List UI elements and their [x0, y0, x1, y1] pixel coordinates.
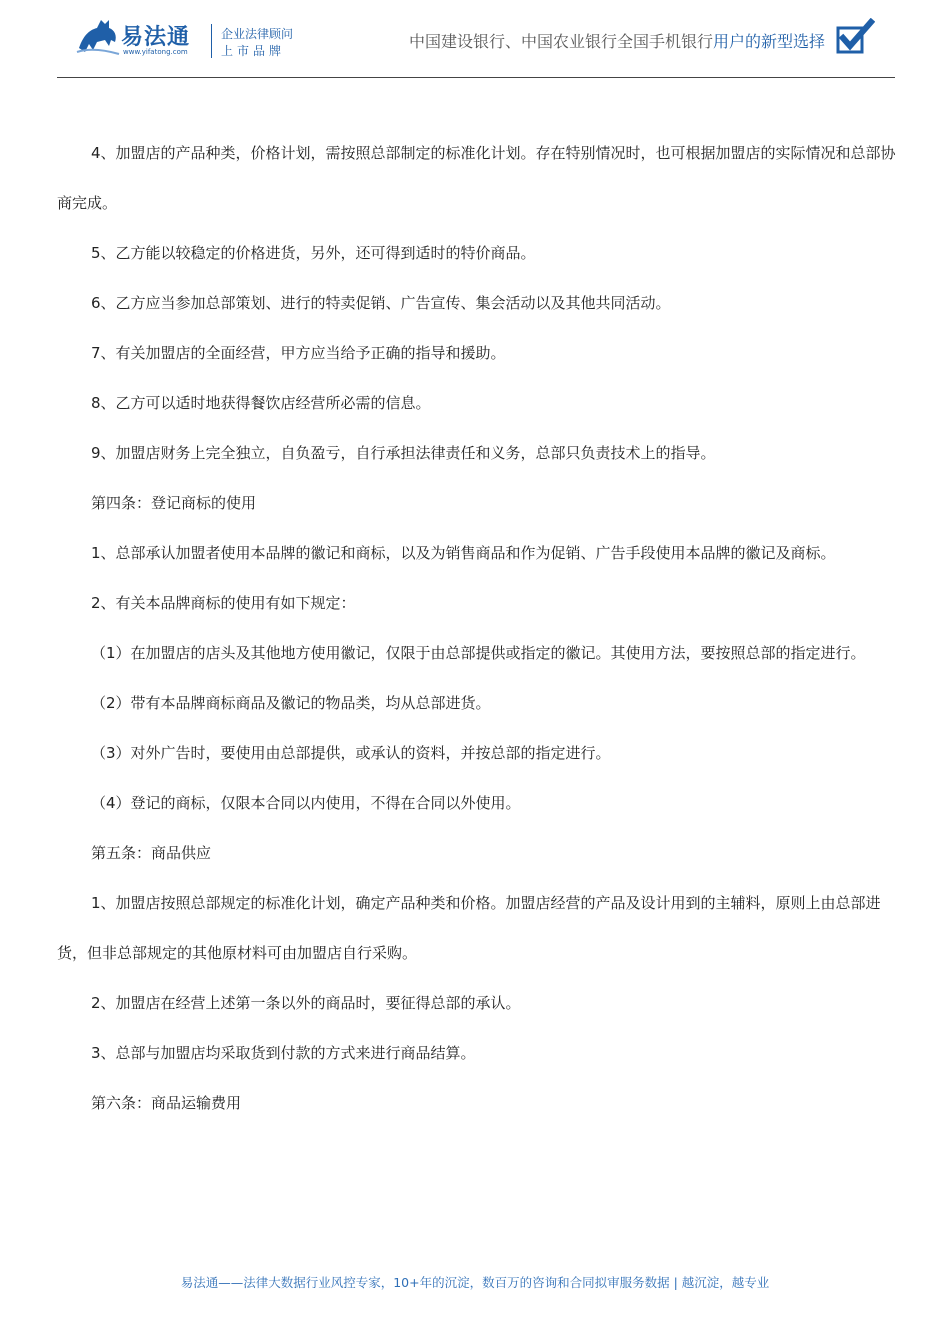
section-heading: 第四条：登记商标的使用	[91, 494, 257, 512]
logo-tagline-top: 企业法律顾问	[221, 27, 294, 41]
paragraph: 9、加盟店财务上完全独立，自负盈亏，自行承担法律责任和义务，总部只负责技术上的指导。	[91, 444, 716, 462]
paragraph: （4）登记的商标，仅限本合同以内使用，不得在合同以外使用。	[91, 794, 521, 812]
paragraph: （1）在加盟店的店头及其他地方使用徽记，仅限于由总部提供或指定的徽记。其使用方法，要按照总部的指定进行。	[91, 644, 866, 662]
paragraph: （3）对外广告时，要使用由总部提供，或承认的资料，并按总部的指定进行。	[91, 744, 611, 762]
paragraph: 4、加盟店的产品种类，价格计划，需按照总部制定的标准化计划。存在特别情况时，也可根据加盟店的实际情况和总部协商完成。	[57, 144, 896, 212]
paragraph: 7、有关加盟店的全面经营，甲方应当给予正确的指导和援助。	[91, 344, 506, 362]
page-header	[57, 0, 895, 78]
slogan-highlight: 用户的新型选择	[712, 32, 825, 51]
checkmark-box-icon	[835, 18, 875, 56]
logo-tagline-bottom: 上市品牌	[221, 44, 286, 58]
paragraph: 6、乙方应当参加总部策划、进行的特卖促销、广告宣传、集会活动以及其他共同活动。	[91, 294, 671, 312]
paragraph: 2、加盟店在经营上述第一条以外的商品时，要征得总部的承认。	[91, 994, 521, 1012]
section-heading: 第六条：商品运输费用	[91, 1094, 242, 1112]
paragraph: 2、有关本品牌商标的使用有如下规定：	[91, 594, 356, 612]
paragraph: （2）带有本品牌商标商品及徽记的物品类，均从总部进货。	[91, 694, 491, 712]
page-footer: 易法通——法律大数据行业风控专家，10+年的沉淀，数百万的咨询和合同拟审服务数据 | 越沉淀，越专业	[180, 1275, 770, 1290]
paragraph: 3、总部与加盟店均采取货到付款的方式来进行商品结算。	[91, 1044, 476, 1062]
horse-logo-icon	[75, 14, 121, 56]
logo-url: www.yifatong.com	[123, 48, 188, 56]
paragraph: 1、加盟店按照总部规定的标准化计划，确定产品种类和价格。加盟店经营的产品及设计用到的主辅料，原则上由总部进货，但非总部规定的其他原材料可由加盟店自行采购。	[57, 894, 881, 962]
document-body	[57, 128, 897, 1128]
logo-name: 易法通	[121, 25, 191, 50]
slogan-main: 中国建设银行、中国农业银行全国手机银行	[408, 32, 713, 51]
paragraph: 8、乙方可以适时地获得餐饮店经营所必需的信息。	[91, 394, 431, 412]
header-slogan	[409, 29, 825, 52]
logo-divider	[211, 24, 212, 58]
paragraph: 1、总部承认加盟者使用本品牌的徽记和商标，以及为销售商品和作为促销、广告手段使用本品牌的徽记及商标。	[91, 544, 836, 562]
section-heading: 第五条：商品供应	[91, 844, 212, 862]
paragraph: 5、乙方能以较稳定的价格进货，另外，还可得到适时的特价商品。	[91, 244, 536, 262]
